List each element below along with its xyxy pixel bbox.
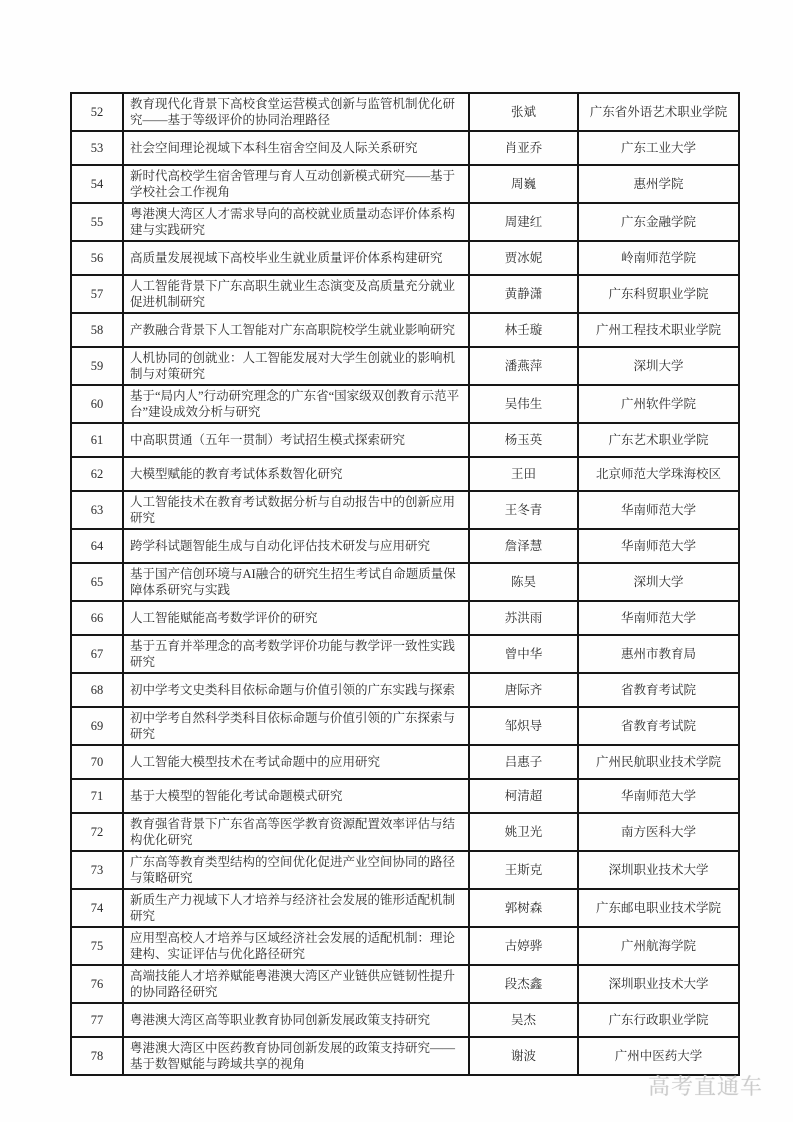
project-title-cell: 高端技能人才培养赋能粤港澳大湾区产业链供应链韧性提升的协同路径研究 bbox=[123, 965, 469, 1003]
table-row bbox=[71, 965, 739, 1003]
institution-cell: 华南师范大学 bbox=[578, 601, 739, 635]
leader-name-cell: 林壬璇 bbox=[469, 313, 578, 347]
leader-name-cell: 张斌 bbox=[469, 93, 578, 131]
institution-cell: 广东艺术职业学院 bbox=[578, 423, 739, 457]
institution-cell: 惠州市教育局 bbox=[578, 635, 739, 673]
leader-name-cell: 古婷骅 bbox=[469, 927, 578, 965]
table-row bbox=[71, 93, 739, 131]
institution-cell: 省教育考试院 bbox=[578, 673, 739, 707]
row-number-cell: 52 bbox=[71, 93, 123, 131]
row-number-cell: 73 bbox=[71, 851, 123, 889]
institution-cell: 华南师范大学 bbox=[578, 779, 739, 813]
project-title-cell: 基于大模型的智能化考试命题模式研究 bbox=[123, 779, 469, 813]
project-title-cell: 教育现代化背景下高校食堂运营模式创新与监管机制优化研究——基于等级评价的协同治理路径 bbox=[123, 93, 469, 131]
row-number-cell: 70 bbox=[71, 745, 123, 779]
row-number-cell: 67 bbox=[71, 635, 123, 673]
table-row bbox=[71, 673, 739, 707]
project-title-cell: 社会空间理论视域下本科生宿舍空间及人际关系研究 bbox=[123, 131, 469, 165]
institution-cell: 深圳大学 bbox=[578, 347, 739, 385]
institution-cell: 岭南师范学院 bbox=[578, 241, 739, 275]
table-row bbox=[71, 601, 739, 635]
project-title-cell: 新质生产力视域下人才培养与经济社会发展的锥形适配机制研究 bbox=[123, 889, 469, 927]
leader-name-cell: 柯清超 bbox=[469, 779, 578, 813]
project-title-cell: 粤港澳大湾区人才需求导向的高校就业质量动态评价体系构建与实践研究 bbox=[123, 203, 469, 241]
project-title-cell: 中高职贯通（五年一贯制）考试招生模式探索研究 bbox=[123, 423, 469, 457]
project-title-cell: 广东高等教育类型结构的空间优化促进产业空间协同的路径与策略研究 bbox=[123, 851, 469, 889]
project-title-cell: 基于国产信创环境与AI融合的研究生招生考试自命题质量保障体系研究与实践 bbox=[123, 563, 469, 601]
project-title-cell: 大模型赋能的教育考试体系数智化研究 bbox=[123, 457, 469, 491]
row-number-cell: 64 bbox=[71, 529, 123, 563]
row-number-cell: 58 bbox=[71, 313, 123, 347]
project-table bbox=[70, 92, 740, 1076]
row-number-cell: 59 bbox=[71, 347, 123, 385]
leader-name-cell: 姚卫光 bbox=[469, 813, 578, 851]
institution-cell: 广东邮电职业技术学院 bbox=[578, 889, 739, 927]
institution-cell: 广东省外语艺术职业学院 bbox=[578, 93, 739, 131]
project-title-cell: 基于“局内人”行动研究理念的广东省“国家级双创教育示范平台”建设成效分析与研究 bbox=[123, 385, 469, 423]
table-row bbox=[71, 203, 739, 241]
project-title-cell: 人工智能大模型技术在考试命题中的应用研究 bbox=[123, 745, 469, 779]
table-row bbox=[71, 851, 739, 889]
institution-cell: 广东工业大学 bbox=[578, 131, 739, 165]
table-row bbox=[71, 313, 739, 347]
table-row bbox=[71, 927, 739, 965]
leader-name-cell: 周巍 bbox=[469, 165, 578, 203]
table-row bbox=[71, 1003, 739, 1037]
row-number-cell: 75 bbox=[71, 927, 123, 965]
project-title-cell: 基于五育并举理念的高考数学评价功能与教学评一致性实践研究 bbox=[123, 635, 469, 673]
leader-name-cell: 周建红 bbox=[469, 203, 578, 241]
row-number-cell: 57 bbox=[71, 275, 123, 313]
project-title-cell: 粤港澳大湾区高等职业教育协同创新发展政策支持研究 bbox=[123, 1003, 469, 1037]
project-title-cell: 初中学考文史类科目依标命题与价值引领的广东实践与探索 bbox=[123, 673, 469, 707]
project-title-cell: 粤港澳大湾区中医药教育协同创新发展的政策支持研究——基于数智赋能与跨域共享的视角 bbox=[123, 1037, 469, 1075]
institution-cell: 南方医科大学 bbox=[578, 813, 739, 851]
leader-name-cell: 贾冰妮 bbox=[469, 241, 578, 275]
table-row bbox=[71, 131, 739, 165]
institution-cell: 广东科贸职业学院 bbox=[578, 275, 739, 313]
table-row bbox=[71, 745, 739, 779]
table-row bbox=[71, 1037, 739, 1075]
row-number-cell: 60 bbox=[71, 385, 123, 423]
row-number-cell: 74 bbox=[71, 889, 123, 927]
table-row bbox=[71, 275, 739, 313]
leader-name-cell: 杨玉英 bbox=[469, 423, 578, 457]
row-number-cell: 53 bbox=[71, 131, 123, 165]
leader-name-cell: 詹泽慧 bbox=[469, 529, 578, 563]
leader-name-cell: 肖亚乔 bbox=[469, 131, 578, 165]
project-title-cell: 跨学科试题智能生成与自动化评估技术研发与应用研究 bbox=[123, 529, 469, 563]
institution-cell: 深圳职业技术大学 bbox=[578, 965, 739, 1003]
leader-name-cell: 吴伟生 bbox=[469, 385, 578, 423]
leader-name-cell: 唐际齐 bbox=[469, 673, 578, 707]
table-row bbox=[71, 779, 739, 813]
row-number-cell: 65 bbox=[71, 563, 123, 601]
watermark-text: 高考直通车 bbox=[647, 1074, 763, 1099]
row-number-cell: 68 bbox=[71, 673, 123, 707]
institution-cell: 深圳职业技术大学 bbox=[578, 851, 739, 889]
row-number-cell: 66 bbox=[71, 601, 123, 635]
leader-name-cell: 王冬青 bbox=[469, 491, 578, 529]
table-row bbox=[71, 347, 739, 385]
project-title-cell: 新时代高校学生宿舍管理与育人互动创新模式研究——基于学校社会工作视角 bbox=[123, 165, 469, 203]
project-title-cell: 高质量发展视域下高校毕业生就业质量评价体系构建研究 bbox=[123, 241, 469, 275]
institution-cell: 广东金融学院 bbox=[578, 203, 739, 241]
table-row bbox=[71, 165, 739, 203]
institution-cell: 广州民航职业技术学院 bbox=[578, 745, 739, 779]
row-number-cell: 78 bbox=[71, 1037, 123, 1075]
leader-name-cell: 潘燕萍 bbox=[469, 347, 578, 385]
leader-name-cell: 王田 bbox=[469, 457, 578, 491]
row-number-cell: 71 bbox=[71, 779, 123, 813]
leader-name-cell: 陈昊 bbox=[469, 563, 578, 601]
table-row bbox=[71, 491, 739, 529]
table-row bbox=[71, 563, 739, 601]
table-row bbox=[71, 813, 739, 851]
row-number-cell: 56 bbox=[71, 241, 123, 275]
row-number-cell: 63 bbox=[71, 491, 123, 529]
institution-cell: 广州航海学院 bbox=[578, 927, 739, 965]
project-title-cell: 人工智能技术在教育考试数据分析与自动报告中的创新应用研究 bbox=[123, 491, 469, 529]
institution-cell: 广州中医药大学 bbox=[578, 1037, 739, 1075]
leader-name-cell: 吕惠子 bbox=[469, 745, 578, 779]
row-number-cell: 54 bbox=[71, 165, 123, 203]
institution-cell: 惠州学院 bbox=[578, 165, 739, 203]
project-title-cell: 人工智能赋能高考数学评价的研究 bbox=[123, 601, 469, 635]
leader-name-cell: 郭树森 bbox=[469, 889, 578, 927]
project-title-cell: 人工智能背景下广东高职生就业生态演变及高质量充分就业促进机制研究 bbox=[123, 275, 469, 313]
project-title-cell: 应用型高校人才培养与区域经济社会发展的适配机制：理论建构、实证评估与优化路径研究 bbox=[123, 927, 469, 965]
leader-name-cell: 苏洪雨 bbox=[469, 601, 578, 635]
project-title-cell: 教育强省背景下广东省高等医学教育资源配置效率评估与结构优化研究 bbox=[123, 813, 469, 851]
table-row bbox=[71, 385, 739, 423]
leader-name-cell: 吴杰 bbox=[469, 1003, 578, 1037]
row-number-cell: 72 bbox=[71, 813, 123, 851]
leader-name-cell: 谢波 bbox=[469, 1037, 578, 1075]
row-number-cell: 77 bbox=[71, 1003, 123, 1037]
leader-name-cell: 王斯克 bbox=[469, 851, 578, 889]
project-title-cell: 人机协同的创就业：人工智能发展对大学生创就业的影响机制与对策研究 bbox=[123, 347, 469, 385]
institution-cell: 北京师范大学珠海校区 bbox=[578, 457, 739, 491]
table-row bbox=[71, 241, 739, 275]
table-body bbox=[71, 93, 739, 1075]
leader-name-cell: 邹炽导 bbox=[469, 707, 578, 745]
institution-cell: 广州工程技术职业学院 bbox=[578, 313, 739, 347]
table-row bbox=[71, 635, 739, 673]
institution-cell: 广州软件学院 bbox=[578, 385, 739, 423]
row-number-cell: 62 bbox=[71, 457, 123, 491]
table-row bbox=[71, 457, 739, 491]
institution-cell: 深圳大学 bbox=[578, 563, 739, 601]
project-title-cell: 产教融合背景下人工智能对广东高职院校学生就业影响研究 bbox=[123, 313, 469, 347]
row-number-cell: 61 bbox=[71, 423, 123, 457]
row-number-cell: 55 bbox=[71, 203, 123, 241]
institution-cell: 省教育考试院 bbox=[578, 707, 739, 745]
leader-name-cell: 段杰鑫 bbox=[469, 965, 578, 1003]
institution-cell: 华南师范大学 bbox=[578, 529, 739, 563]
project-title-cell: 初中学考自然科学类科目依标命题与价值引领的广东探索与研究 bbox=[123, 707, 469, 745]
table-row bbox=[71, 707, 739, 745]
leader-name-cell: 黄静潇 bbox=[469, 275, 578, 313]
row-number-cell: 76 bbox=[71, 965, 123, 1003]
institution-cell: 广东行政职业学院 bbox=[578, 1003, 739, 1037]
table-row bbox=[71, 529, 739, 563]
row-number-cell: 69 bbox=[71, 707, 123, 745]
table-row bbox=[71, 889, 739, 927]
leader-name-cell: 曾中华 bbox=[469, 635, 578, 673]
institution-cell: 华南师范大学 bbox=[578, 491, 739, 529]
table-row bbox=[71, 423, 739, 457]
